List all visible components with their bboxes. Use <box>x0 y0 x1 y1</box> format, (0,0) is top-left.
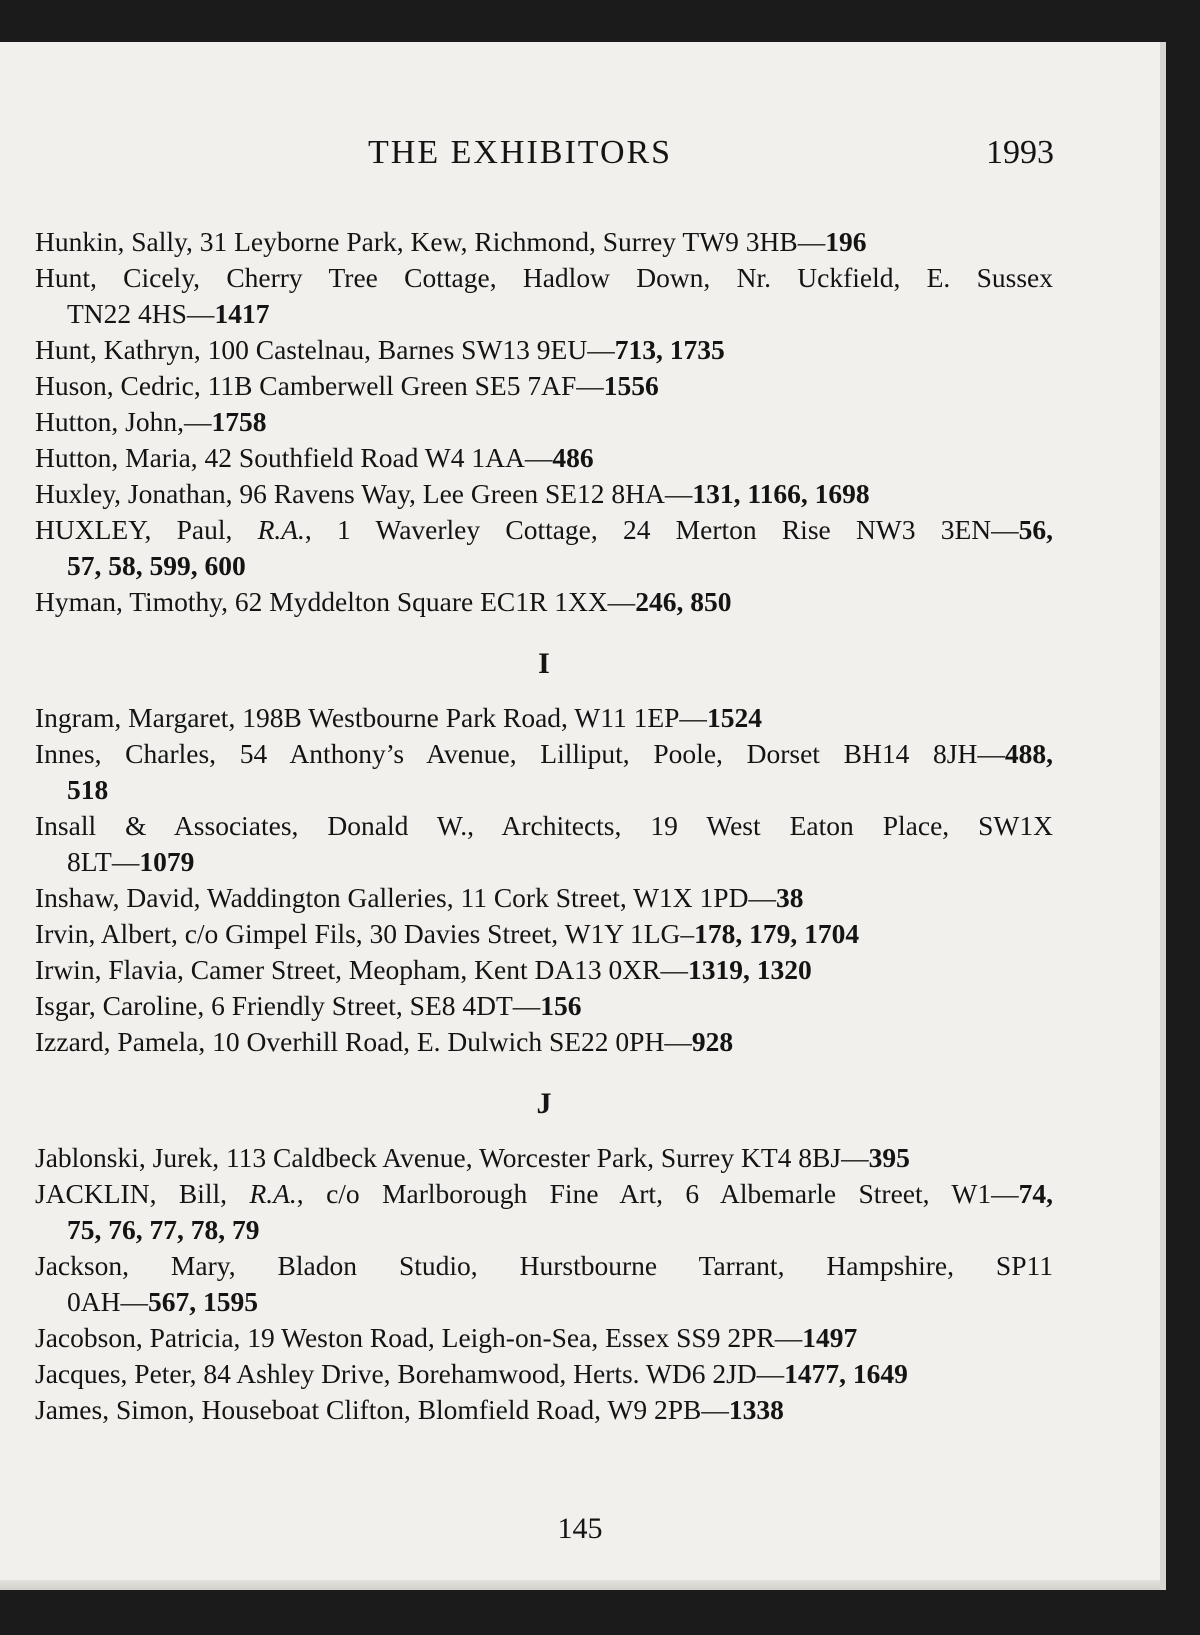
exhibitor-entry <box>35 440 1053 476</box>
entry-continuation-line <box>35 548 1053 584</box>
exhibitor-entry <box>35 368 1053 404</box>
entry-continuation-line <box>35 772 1053 808</box>
running-head-year: 1993 <box>986 134 1054 171</box>
entry-text: Innes, Charles, 54 Anthony’s Avenue, Lilliput, Poole, Dorset BH14 8JH— <box>35 738 1005 769</box>
catalogue-numbers: 246, 850 <box>635 586 732 617</box>
catalogue-numbers: 1556 <box>603 370 659 401</box>
catalogue-numbers: 1417 <box>214 298 270 329</box>
exhibitor-entry <box>35 1024 1053 1060</box>
exhibitor-entry <box>35 332 1053 368</box>
catalogue-numbers: 57, 58, 599, 600 <box>67 550 246 581</box>
exhibitor-entry <box>35 736 1053 808</box>
page-number: 145 <box>557 1512 603 1545</box>
catalogue-numbers: 178, 179, 1704 <box>694 918 860 949</box>
entry-text: Ingram, Margaret, 198B Westbourne Park Road, W11 1EP— <box>35 702 707 733</box>
entry-line <box>35 1140 1053 1176</box>
entry-text: Isgar, Caroline, 6 Friendly Street, SE8 4DT— <box>35 990 541 1021</box>
entry-line <box>35 224 1053 260</box>
entry-text: Hunt, Kathryn, 100 Castelnau, Barnes SW13 9EU— <box>35 334 615 365</box>
entry-text: Hutton, John,— <box>35 406 212 437</box>
entry-text: Hutton, Maria, 42 Southfield Road W4 1AA— <box>35 442 553 473</box>
entry-text: Huson, Cedric, 11B Camberwell Green SE5 7AF— <box>35 370 604 401</box>
entry-text: Izzard, Pamela, 10 Overhill Road, E. Dulwich SE22 0PH— <box>35 1026 692 1057</box>
catalogue-numbers: 75, 76, 77, 78, 79 <box>67 1214 260 1245</box>
section-letter-i: I <box>538 647 550 680</box>
catalogue-numbers: 713, 1735 <box>614 334 725 365</box>
entry-text: Irvin, Albert, c/o Gimpel Fils, 30 Davies Street, W1Y 1LG– <box>35 918 695 949</box>
entry-text: JACKLIN, Bill, <box>35 1178 250 1209</box>
exhibitor-entry <box>35 224 1053 260</box>
exhibitor-entry <box>35 700 1053 736</box>
catalogue-numbers: 928 <box>691 1026 734 1057</box>
entry-text: , 1 Waverley Cottage, 24 Merton Rise NW3 3EN— <box>304 514 1019 545</box>
running-head-title: THE EXHIBITORS <box>368 134 673 171</box>
exhibitor-entry <box>35 1248 1053 1320</box>
entry-text: , c/o Marlborough Fine Art, 6 Albemarle Street, W1— <box>296 1178 1019 1209</box>
exhibitor-entry <box>35 404 1053 440</box>
exhibitor-entry <box>35 880 1053 916</box>
entry-line <box>35 808 1053 844</box>
catalogue-numbers: 1319, 1320 <box>688 954 812 985</box>
catalogue-numbers: 1079 <box>139 846 195 877</box>
entry-line <box>35 1356 1053 1392</box>
catalogue-numbers: 1497 <box>802 1322 858 1353</box>
entry-line <box>35 880 1053 916</box>
entry-text: Irwin, Flavia, Camer Street, Meopham, Kent DA13 0XR— <box>35 954 689 985</box>
entry-text: Huxley, Jonathan, 96 Ravens Way, Lee Green SE12 8HA— <box>35 478 693 509</box>
catalogue-numbers: 567, 1595 <box>147 1286 258 1317</box>
entry-line <box>35 916 1053 952</box>
entry-text: Insall & Associates, Donald W., Architects, 19 West Eaton Place, SW1X <box>35 810 1053 841</box>
catalogue-numbers: 1524 <box>706 702 762 733</box>
entry-honour: R.A. <box>249 1178 297 1209</box>
entry-line <box>35 476 1053 512</box>
entry-line <box>35 512 1053 548</box>
entry-text: Hunt, Cicely, Cherry Tree Cottage, Hadlow Down, Nr. Uckfield, E. Sussex <box>35 262 1053 293</box>
exhibitor-entry <box>35 808 1053 880</box>
entry-line <box>35 700 1053 736</box>
entry-line <box>35 988 1053 1024</box>
catalogue-numbers: 518 <box>67 774 109 805</box>
entry-continuation-line <box>35 844 1053 880</box>
exhibitor-entry <box>35 1320 1053 1356</box>
catalogue-numbers: 156 <box>540 990 582 1021</box>
entry-line <box>35 736 1053 772</box>
exhibitor-entry <box>35 916 1053 952</box>
entry-continuation-line <box>35 1212 1053 1248</box>
catalogue-numbers: 1477, 1649 <box>784 1358 908 1389</box>
book-page <box>0 42 1166 1590</box>
entry-line <box>35 1248 1053 1284</box>
catalogue-numbers: 131, 1166, 1698 <box>692 478 870 509</box>
entry-continuation-line <box>35 1284 1053 1320</box>
entry-line <box>35 260 1053 296</box>
entry-text: Hunkin, Sally, 31 Leyborne Park, Kew, Richmond, Surrey TW9 3HB— <box>35 226 826 257</box>
catalogue-numbers: 486 <box>552 442 594 473</box>
entry-text: 8LT— <box>67 846 140 877</box>
catalogue-numbers: 1758 <box>211 406 267 437</box>
exhibitor-entry <box>35 512 1053 584</box>
entry-text: James, Simon, Houseboat Clifton, Blomfield Road, W9 2PB— <box>35 1394 729 1425</box>
exhibitor-entry <box>35 988 1053 1024</box>
catalogue-numbers: 38 <box>775 882 804 913</box>
entry-text: Inshaw, David, Waddington Galleries, 11 Cork Street, W1X 1PD— <box>35 882 776 913</box>
entry-text: HUXLEY, Paul, <box>35 514 258 545</box>
page-edge-shade <box>0 1580 1160 1590</box>
exhibitor-entry <box>35 1140 1053 1176</box>
exhibitor-entry <box>35 952 1053 988</box>
entry-text: Jacobson, Patricia, 19 Weston Road, Leigh-on-Sea, Essex SS9 2PR— <box>35 1322 803 1353</box>
exhibitor-entry <box>35 260 1053 332</box>
exhibitor-listing <box>35 224 1053 1428</box>
entry-line <box>35 1320 1053 1356</box>
exhibitor-entry <box>35 1176 1053 1248</box>
entry-continuation-line <box>35 296 1053 332</box>
catalogue-numbers: 196 <box>825 226 867 257</box>
entry-text: Hyman, Timothy, 62 Myddelton Square EC1R 1XX— <box>35 586 636 617</box>
entry-line <box>35 368 1053 404</box>
entry-line <box>35 332 1053 368</box>
catalogue-numbers: 1338 <box>728 1394 784 1425</box>
entry-line <box>35 1392 1053 1428</box>
entry-honour: R.A. <box>257 514 305 545</box>
entry-text: 0AH— <box>67 1286 148 1317</box>
entry-text: TN22 4HS— <box>67 298 215 329</box>
exhibitor-entry <box>35 1392 1053 1428</box>
entry-line <box>35 584 1053 620</box>
catalogue-numbers: 395 <box>868 1142 910 1173</box>
entry-line <box>35 440 1053 476</box>
entry-text: Jackson, Mary, Bladon Studio, Hurstbourne Tarrant, Hampshire, SP11 <box>35 1250 1053 1281</box>
entry-line <box>35 1024 1053 1060</box>
entry-text: Jablonski, Jurek, 113 Caldbeck Avenue, Worcester Park, Surrey KT4 8BJ— <box>35 1142 869 1173</box>
entry-text: Jacques, Peter, 84 Ashley Drive, Borehamwood, Herts. WD6 2JD— <box>35 1358 785 1389</box>
catalogue-numbers: 488, <box>1004 738 1053 769</box>
running-head <box>0 134 1160 174</box>
section-letter-j: J <box>536 1087 552 1120</box>
entry-line <box>35 404 1053 440</box>
exhibitor-entry <box>35 584 1053 620</box>
entry-line <box>35 952 1053 988</box>
catalogue-numbers: 56, <box>1018 514 1053 545</box>
exhibitor-entry <box>35 476 1053 512</box>
exhibitor-entry <box>35 1356 1053 1392</box>
catalogue-numbers: 74, <box>1018 1178 1054 1209</box>
entry-line <box>35 1176 1053 1212</box>
